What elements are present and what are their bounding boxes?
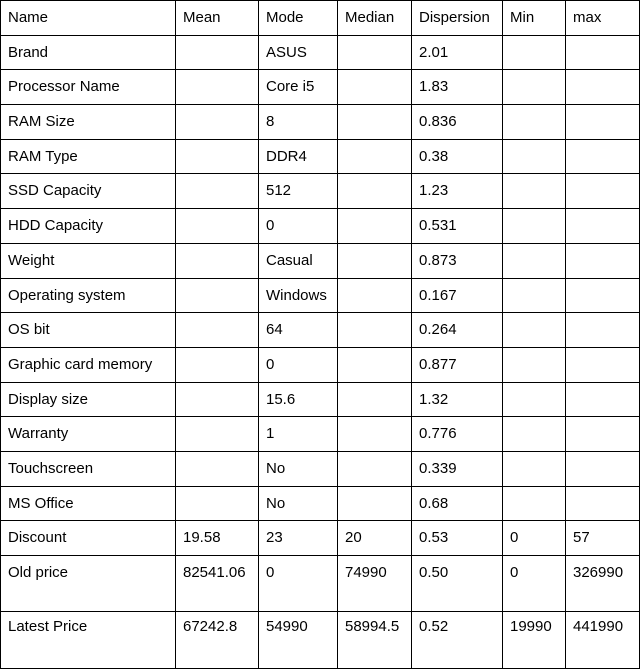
cell-value (510, 487, 565, 495)
table-cell-max (566, 417, 640, 452)
table-cell-dispersion (412, 556, 503, 612)
cell-value: SSD Capacity (8, 182, 102, 200)
table-row (1, 451, 640, 486)
table-cell-median (338, 278, 412, 313)
table-cell-name (1, 451, 176, 486)
cell-value: Latest Price (8, 618, 88, 635)
table-cell-name (1, 382, 176, 417)
column-header-label: Min (510, 9, 535, 26)
table-cell-mean (176, 139, 259, 174)
table-cell-max (566, 486, 640, 521)
cell-value: 0.50 (419, 564, 449, 581)
table-cell-mean (176, 556, 259, 612)
table-cell-mean (176, 278, 259, 313)
table-cell-dispersion (412, 486, 503, 521)
table-cell-mode (259, 347, 338, 382)
cell-value: HDD Capacity (8, 217, 104, 235)
cell-value: 0 (266, 217, 275, 235)
table-cell-mean (176, 347, 259, 382)
column-header-median (338, 1, 412, 36)
cell-value: 0.167 (419, 286, 457, 304)
cell-value (345, 313, 411, 321)
cell-value: Display size (8, 390, 89, 408)
cell-value: 0.68 (419, 494, 449, 512)
cell-value (573, 140, 639, 148)
table-cell-name (1, 556, 176, 612)
table-cell-dispersion (412, 139, 503, 174)
cell-value: 74990 (345, 564, 387, 581)
column-header-label: Mean (183, 9, 221, 26)
table-row (1, 612, 640, 669)
cell-value (573, 417, 639, 425)
column-header-name (1, 1, 176, 36)
table-cell-dispersion (412, 382, 503, 417)
cell-value (345, 487, 411, 495)
table-cell-median (338, 382, 412, 417)
cell-value: 8 (266, 113, 275, 131)
table-cell-median (338, 139, 412, 174)
table-cell-max (566, 556, 640, 612)
cell-value (183, 105, 258, 113)
table-row (1, 139, 640, 174)
cell-value (510, 174, 565, 182)
table-cell-mean (176, 417, 259, 452)
table-cell-mean (176, 313, 259, 348)
table-cell-min (503, 70, 566, 105)
table-cell-mean (176, 451, 259, 486)
table-row (1, 174, 640, 209)
table-cell-max (566, 209, 640, 244)
column-header-mean (176, 1, 259, 36)
table-cell-dispersion (412, 313, 503, 348)
table-cell-mean (176, 105, 259, 140)
table-cell-dispersion (412, 174, 503, 209)
table-cell-mean (176, 612, 259, 669)
cell-value: RAM Size (8, 113, 75, 131)
cell-value: 19.58 (183, 529, 221, 547)
table-cell-max (566, 451, 640, 486)
table-cell-mean (176, 35, 259, 70)
table-cell-mode (259, 174, 338, 209)
cell-value (345, 452, 411, 460)
cell-value (345, 140, 411, 148)
cell-value (183, 313, 258, 321)
table-cell-min (503, 347, 566, 382)
cell-value: 1 (266, 425, 275, 443)
table-cell-max (566, 35, 640, 70)
table-cell-mode (259, 382, 338, 417)
table-cell-mean (176, 209, 259, 244)
cell-value (345, 279, 411, 287)
cell-value: 0 (266, 355, 275, 373)
table-cell-min (503, 612, 566, 669)
table-cell-max (566, 70, 640, 105)
table-cell-median (338, 105, 412, 140)
cell-value: 0.339 (419, 459, 457, 477)
table-cell-dispersion (412, 35, 503, 70)
cell-value: 57 (573, 529, 590, 547)
cell-value (183, 452, 258, 460)
table-cell-name (1, 486, 176, 521)
cell-value: 0.264 (419, 321, 457, 339)
cell-value (573, 36, 639, 44)
cell-value (345, 209, 411, 217)
cell-value (510, 383, 565, 391)
cell-value: ASUS (266, 43, 307, 61)
column-header-label: max (573, 9, 602, 26)
table-cell-median (338, 209, 412, 244)
table-cell-name (1, 347, 176, 382)
cell-value (183, 70, 258, 78)
cell-value: 441990 (573, 618, 624, 635)
table-cell-min (503, 243, 566, 278)
cell-value (510, 452, 565, 460)
cell-value: 0.52 (419, 618, 449, 635)
cell-value: 326990 (573, 564, 624, 581)
table-cell-max (566, 313, 640, 348)
cell-value (510, 105, 565, 113)
cell-value (183, 140, 258, 148)
cell-value: Discount (8, 529, 67, 547)
table-cell-mode (259, 313, 338, 348)
cell-value (345, 417, 411, 425)
cell-value (573, 383, 639, 391)
table-row (1, 70, 640, 105)
cell-value: Operating system (8, 286, 126, 304)
table-row (1, 313, 640, 348)
table-cell-min (503, 313, 566, 348)
cell-value: 64 (266, 321, 283, 339)
table-cell-max (566, 105, 640, 140)
table-cell-name (1, 105, 176, 140)
cell-value (573, 105, 639, 113)
table-cell-mode (259, 243, 338, 278)
table-cell-min (503, 382, 566, 417)
table-cell-min (503, 139, 566, 174)
cell-value (183, 487, 258, 495)
cell-value (573, 313, 639, 321)
cell-value: 0.53 (419, 529, 449, 547)
cell-value: 2.01 (419, 43, 449, 61)
cell-value: 58994.5 (345, 618, 400, 635)
cell-value (510, 140, 565, 148)
cell-value (345, 105, 411, 113)
cell-value (510, 279, 565, 287)
column-header-max (566, 1, 640, 36)
table-cell-name (1, 313, 176, 348)
table-row (1, 347, 640, 382)
cell-value: OS bit (8, 321, 50, 339)
table-cell-min (503, 174, 566, 209)
cell-value (345, 383, 411, 391)
table-row (1, 556, 640, 612)
table-cell-max (566, 174, 640, 209)
cell-value (573, 209, 639, 217)
table-cell-min (503, 35, 566, 70)
table-cell-name (1, 243, 176, 278)
table-cell-dispersion (412, 347, 503, 382)
cell-value: 19990 (510, 618, 552, 635)
table-cell-min (503, 278, 566, 313)
cell-value (510, 348, 565, 356)
table-cell-min (503, 451, 566, 486)
table-cell-min (503, 209, 566, 244)
cell-value (573, 244, 639, 252)
table-cell-mode (259, 139, 338, 174)
column-header-label: Mode (266, 9, 304, 26)
table-cell-name (1, 278, 176, 313)
table-cell-dispersion (412, 70, 503, 105)
table-cell-mode (259, 105, 338, 140)
cell-value: 0.38 (419, 147, 449, 165)
table-cell-median (338, 347, 412, 382)
table-cell-mean (176, 70, 259, 105)
cell-value (510, 417, 565, 425)
cell-value: Processor Name (8, 78, 120, 96)
table-cell-mean (176, 243, 259, 278)
table-cell-dispersion (412, 612, 503, 669)
cell-value: 1.32 (419, 390, 449, 408)
cell-value (510, 209, 565, 217)
cell-value: 54990 (266, 618, 308, 635)
table-cell-mode (259, 451, 338, 486)
table-cell-max (566, 278, 640, 313)
table-cell-median (338, 612, 412, 669)
cell-value (183, 348, 258, 356)
cell-value: Warranty (8, 425, 69, 443)
table-cell-mean (176, 486, 259, 521)
table-cell-mean (176, 521, 259, 556)
table-row (1, 382, 640, 417)
table-cell-median (338, 35, 412, 70)
cell-value: 15.6 (266, 390, 296, 408)
table-row (1, 417, 640, 452)
table-cell-dispersion (412, 417, 503, 452)
cell-value: No (266, 494, 286, 512)
column-header-label: Name (8, 9, 49, 26)
table-cell-mode (259, 612, 338, 669)
table-cell-min (503, 556, 566, 612)
table-cell-max (566, 382, 640, 417)
column-header-mode (259, 1, 338, 36)
cell-value (510, 244, 565, 252)
cell-value: 20 (345, 529, 362, 547)
table-cell-name (1, 70, 176, 105)
cell-value (573, 279, 639, 287)
table-cell-median (338, 243, 412, 278)
column-header-label: Median (345, 9, 395, 26)
cell-value: 1.23 (419, 182, 449, 200)
cell-value (345, 244, 411, 252)
table-cell-median (338, 521, 412, 556)
table-row (1, 521, 640, 556)
table-cell-dispersion (412, 209, 503, 244)
cell-value (573, 487, 639, 495)
cell-value (510, 70, 565, 78)
cell-value: MS Office (8, 494, 74, 512)
cell-value: 0 (510, 564, 519, 581)
table-row (1, 243, 640, 278)
cell-value (183, 279, 258, 287)
cell-value (573, 70, 639, 78)
table-cell-name (1, 521, 176, 556)
cell-value: 23 (266, 529, 283, 547)
cell-value (183, 244, 258, 252)
table-cell-median (338, 417, 412, 452)
cell-value: 0.877 (419, 355, 457, 373)
cell-value: 82541.06 (183, 564, 246, 581)
cell-value: Brand (8, 43, 49, 61)
cell-value: RAM Type (8, 147, 78, 165)
cell-value: Core i5 (266, 78, 315, 96)
cell-value (345, 174, 411, 182)
table-cell-mode (259, 278, 338, 313)
cell-value (573, 174, 639, 182)
cell-value: Casual (266, 251, 313, 269)
table-row (1, 35, 640, 70)
cell-value (183, 36, 258, 44)
table-cell-mode (259, 556, 338, 612)
table-cell-name (1, 174, 176, 209)
table-cell-name (1, 209, 176, 244)
column-header-min (503, 1, 566, 36)
cell-value (183, 174, 258, 182)
table-cell-mean (176, 382, 259, 417)
cell-value: 0.873 (419, 251, 457, 269)
cell-value (510, 313, 565, 321)
table-cell-mean (176, 174, 259, 209)
table-cell-mode (259, 70, 338, 105)
table-cell-mode (259, 486, 338, 521)
cell-value: Graphic card memory (8, 355, 153, 373)
cell-value (183, 209, 258, 217)
table-cell-mode (259, 35, 338, 70)
table-cell-max (566, 612, 640, 669)
cell-value: 0 (266, 564, 275, 581)
table-cell-dispersion (412, 105, 503, 140)
header-row (1, 1, 640, 36)
table-cell-max (566, 139, 640, 174)
table-cell-max (566, 243, 640, 278)
table-cell-mode (259, 521, 338, 556)
cell-value: 512 (266, 182, 292, 200)
cell-value: 0.531 (419, 217, 457, 235)
table-cell-median (338, 313, 412, 348)
table-cell-name (1, 139, 176, 174)
table-row (1, 486, 640, 521)
column-header-label: Dispersion (419, 9, 490, 26)
cell-value (573, 348, 639, 356)
cell-value (183, 417, 258, 425)
cell-value: 1.83 (419, 78, 449, 96)
cell-value (183, 383, 258, 391)
column-header-dispersion (412, 1, 503, 36)
table-cell-median (338, 486, 412, 521)
table-row (1, 278, 640, 313)
table-cell-name (1, 612, 176, 669)
cell-value: Old price (8, 564, 69, 581)
table-cell-max (566, 347, 640, 382)
cell-value: Weight (8, 251, 55, 269)
table-row (1, 105, 640, 140)
cell-value: 67242.8 (183, 618, 238, 635)
cell-value: Windows (266, 286, 327, 304)
table-cell-name (1, 417, 176, 452)
table-cell-median (338, 70, 412, 105)
table-cell-min (503, 486, 566, 521)
table-cell-min (503, 417, 566, 452)
table-cell-mode (259, 417, 338, 452)
cell-value: Touchscreen (8, 459, 94, 477)
table-cell-mode (259, 209, 338, 244)
table-cell-name (1, 35, 176, 70)
table-row (1, 209, 640, 244)
cell-value: 0 (510, 529, 519, 547)
cell-value (573, 452, 639, 460)
table-cell-dispersion (412, 521, 503, 556)
table-cell-dispersion (412, 451, 503, 486)
table-cell-min (503, 105, 566, 140)
table-cell-dispersion (412, 243, 503, 278)
table-cell-median (338, 174, 412, 209)
cell-value (345, 70, 411, 78)
table-cell-min (503, 521, 566, 556)
table-cell-median (338, 556, 412, 612)
cell-value (345, 36, 411, 44)
cell-value: 0.776 (419, 425, 457, 443)
cell-value: No (266, 459, 286, 477)
cell-value: DDR4 (266, 147, 307, 165)
table-cell-max (566, 521, 640, 556)
cell-value: 0.836 (419, 113, 457, 131)
cell-value (345, 348, 411, 356)
table-cell-median (338, 451, 412, 486)
table-cell-dispersion (412, 278, 503, 313)
cell-value (510, 36, 565, 44)
